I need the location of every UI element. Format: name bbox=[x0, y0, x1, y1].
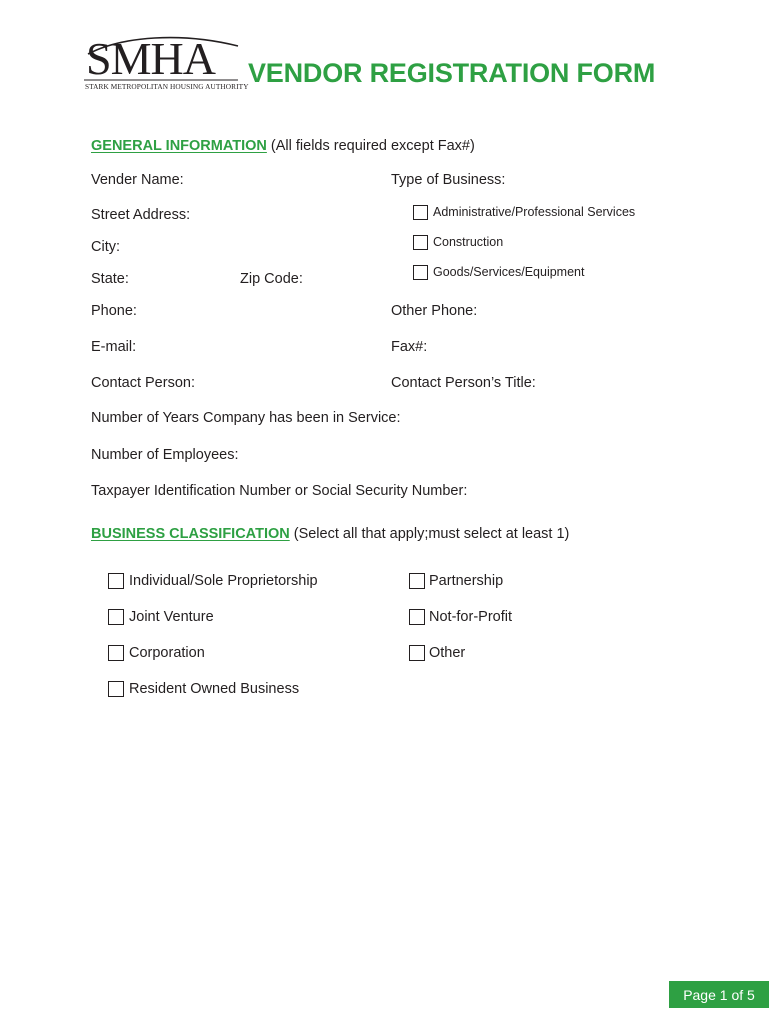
city-label: City: bbox=[91, 239, 120, 255]
other-phone-label: Other Phone: bbox=[391, 303, 478, 319]
checkbox-corporation[interactable] bbox=[108, 645, 124, 661]
business-type-administrative-label: Administrative/Professional Services bbox=[433, 205, 636, 219]
type-of-business-label: Type of Business: bbox=[391, 172, 506, 188]
checkbox-goods-services[interactable] bbox=[413, 265, 428, 280]
contact-person-title-label: Contact Person’s Title: bbox=[391, 375, 536, 391]
contact-person-label: Contact Person: bbox=[91, 375, 195, 391]
business-classification-line bbox=[91, 526, 569, 542]
business-classification-heading: BUSINESS CLASSIFICATION bbox=[91, 526, 290, 542]
classification-not-for-profit-label: Not-for-Profit bbox=[429, 609, 512, 625]
page-number-badge: Page 1 of 5 bbox=[669, 981, 769, 1008]
checkbox-other[interactable] bbox=[409, 645, 425, 661]
classification-partnership-label: Partnership bbox=[429, 573, 504, 589]
classification-resident-owned-label: Resident Owned Business bbox=[129, 681, 300, 697]
business-classification-note: (Select all that apply;must select at least 1) bbox=[289, 526, 570, 542]
street-address-label: Street Address: bbox=[91, 207, 191, 223]
classification-other-label: Other bbox=[429, 645, 466, 661]
smha-logo bbox=[82, 32, 249, 94]
logo-letters: SMHA bbox=[86, 33, 215, 84]
business-type-goods-label: Goods/Services/Equipment bbox=[433, 265, 585, 279]
years-in-service-label: Number of Years Company has been in Service: bbox=[91, 410, 401, 426]
form-title: VENDOR REGISTRATION FORM bbox=[248, 58, 656, 88]
checkbox-construction[interactable] bbox=[413, 235, 428, 250]
checkbox-partnership[interactable] bbox=[409, 573, 425, 589]
checkbox-not-for-profit[interactable] bbox=[409, 609, 425, 625]
checkbox-administrative[interactable] bbox=[413, 205, 428, 220]
logo-tagline: STARK METROPOLITAN HOUSING AUTHORITY bbox=[85, 82, 249, 91]
phone-label: Phone: bbox=[91, 303, 137, 319]
taxpayer-id-label: Taxpayer Identification Number or Social Security Number: bbox=[91, 483, 468, 499]
business-type-construction-label: Construction bbox=[433, 235, 504, 249]
classification-corporation-label: Corporation bbox=[129, 645, 205, 661]
general-information-note: (All fields required except Fax#) bbox=[266, 138, 475, 154]
checkbox-joint-venture[interactable] bbox=[108, 609, 124, 625]
email-label: E-mail: bbox=[91, 339, 137, 355]
number-of-employees-label: Number of Employees: bbox=[91, 447, 239, 463]
general-information-line bbox=[91, 138, 475, 154]
general-information-heading: GENERAL INFORMATION bbox=[91, 138, 267, 154]
classification-joint-venture-label: Joint Venture bbox=[129, 609, 214, 625]
fax-label: Fax#: bbox=[391, 339, 428, 355]
zip-code-label: Zip Code: bbox=[240, 271, 303, 287]
state-label: State: bbox=[91, 271, 129, 287]
checkbox-sole-proprietorship[interactable] bbox=[108, 573, 124, 589]
classification-sole-proprietorship-label: Individual/Sole Proprietorship bbox=[129, 573, 318, 589]
vendor-name-label: Vender Name: bbox=[91, 172, 184, 188]
checkbox-resident-owned[interactable] bbox=[108, 681, 124, 697]
